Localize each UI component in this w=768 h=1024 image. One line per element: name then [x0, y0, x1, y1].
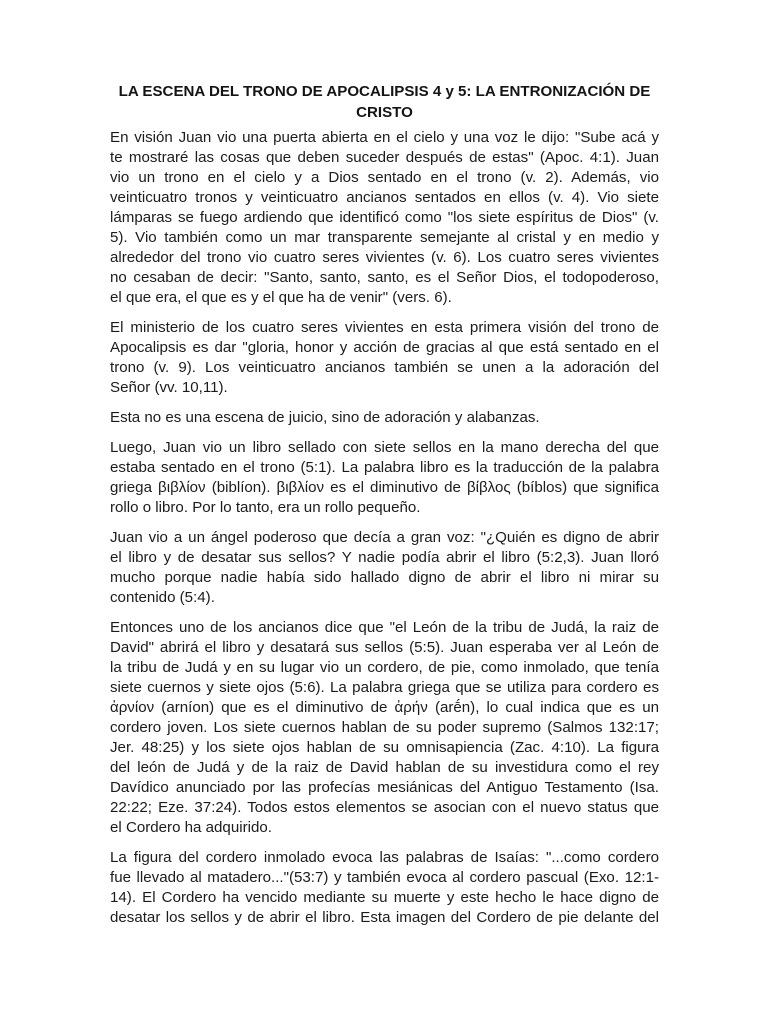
text-line: la tribu de Judá y en su lugar vio un cordero, de pie, como inmolado, que tenía	[110, 659, 659, 676]
title-line: LA ESCENA DEL TRONO DE APOCALIPSIS 4 y 5: LA ENTRONIZACIÓN DE	[118, 83, 651, 100]
text-line: 22:22; Eze. 37:24). Todos estos elementos se asocian con el nuevo status que	[110, 799, 659, 816]
text-line: mucho porque nadie había sido hallado digno de abrir el libro ni mirar su	[110, 569, 659, 586]
text-line: 5). Vio también como un mar transparente semejante al cristal y en medio y	[110, 229, 659, 246]
text-line: 14). El Cordero ha vencido mediante su muerte y este hecho le hace digno de	[110, 889, 659, 906]
text-line: te mostraré las cosas que deben suceder después de estas" (Apoc. 4:1). Juan	[110, 149, 659, 166]
text-line: Davídico anunciado por las profecías mesiánicas del Antiguo Testamento (Isa.	[110, 779, 659, 796]
paragraph	[110, 128, 659, 308]
text-line: contenido (5:4).	[110, 589, 215, 606]
text-line: estaba sentado en el trono (5:1). La palabra libro es la traducción de la palabra	[110, 459, 659, 476]
paragraph	[110, 528, 659, 608]
text-line: Luego, Juan vio un libro sellado con siete sellos en la mano derecha del que	[110, 439, 659, 456]
text-line: del león de Judá y de la raiz de David hablan de su investidura como el rey	[110, 759, 659, 776]
text-line: desatar los sellos y de abrir el libro. Esta imagen del Cordero de pie delante del	[110, 909, 659, 926]
text-line: David" abrirá el libro y desatará sus sellos (5:5). Juan esperaba ver al León de	[110, 639, 659, 656]
title-line: CRISTO	[356, 104, 413, 121]
text-line: trono (v. 9). Los veinticuatro ancianos también se unen a la adoración del	[110, 359, 659, 376]
paragraph	[110, 318, 659, 398]
text-line: Entonces uno de los ancianos dice que "el León de la tribu de Judá, la raiz de	[110, 619, 659, 636]
text-line: ἀρνίον (arníon) que es el diminutivo de ἀρήν (arḗn), lo cual indica que es un	[110, 699, 659, 716]
text-line: cordero joven. Los siete cuernos hablan de su poder supremo (Salmos 132:17;	[110, 719, 659, 736]
text-line: El ministerio de los cuatro seres vivientes en esta primera visión del trono de	[110, 319, 659, 336]
text-line: rollo o libro. Por lo tanto, era un rollo pequeño.	[110, 499, 421, 516]
text-line: fue llevado al matadero..."(53:7) y también evoca al cordero pascual (Exo. 12:1-	[110, 869, 659, 886]
text-line: no cesaban de decir: "Santo, santo, santo, es el Señor Dios, el todopoderoso,	[110, 269, 659, 286]
text-line: el que era, el que es y el que ha de venir" (vers. 6).	[110, 289, 452, 306]
text-line: Jer. 48:25) y los siete ojos hablan de su omnisapiencia (Zac. 4:10). La figura	[110, 739, 659, 756]
paragraph	[110, 848, 659, 928]
text-line: lámparas se fuego ardiendo que identificó como "los siete espíritus de Dios" (v.	[110, 209, 659, 226]
document-title	[110, 81, 659, 123]
text-line: Apocalipsis es dar "gloria, honor y acción de gracias al que está sentado en el	[110, 339, 659, 356]
text-line: el Cordero ha adquirido.	[110, 819, 272, 836]
paragraph	[110, 618, 659, 838]
text-line: alrededor del trono vio cuatro seres vivientes (v. 6). Los cuatro seres vivientes	[110, 249, 659, 266]
text-line: La figura del cordero inmolado evoca las palabras de Isaías: "...como cordero	[110, 849, 659, 866]
paragraph	[110, 438, 659, 518]
text-line: el libro y de desatar sus sellos? Y nadie podía abrir el libro (5:2,3). Juan lloró	[110, 549, 659, 566]
text-line: En visión Juan vio una puerta abierta en el cielo y una voz le dijo: "Sube acá y	[110, 129, 659, 146]
text-line: Juan vio a un ángel poderoso que decía a gran voz: "¿Quién es digno de abrir	[110, 529, 659, 546]
paragraph	[110, 408, 659, 428]
text-line: Señor (vv. 10,11).	[110, 379, 228, 396]
text-line: Esta no es una escena de juicio, sino de adoración y alabanzas.	[110, 409, 540, 426]
text-line: vio un trono en el cielo y a Dios sentado en el trono (v. 2). Además, vio	[110, 169, 659, 186]
text-line: griega βιβλίον (biblíon). βιβλίον es el diminutivo de βίβλος (bíblos) que significa	[110, 479, 659, 496]
document-body	[110, 81, 659, 928]
text-line: veinticuatro tronos y veinticuatro ancianos sentados en ellos (v. 4). Vio siete	[110, 189, 659, 206]
text-line: siete cuernos y siete ojos (5:6). La palabra griega que se utiliza para cordero es	[110, 679, 659, 696]
